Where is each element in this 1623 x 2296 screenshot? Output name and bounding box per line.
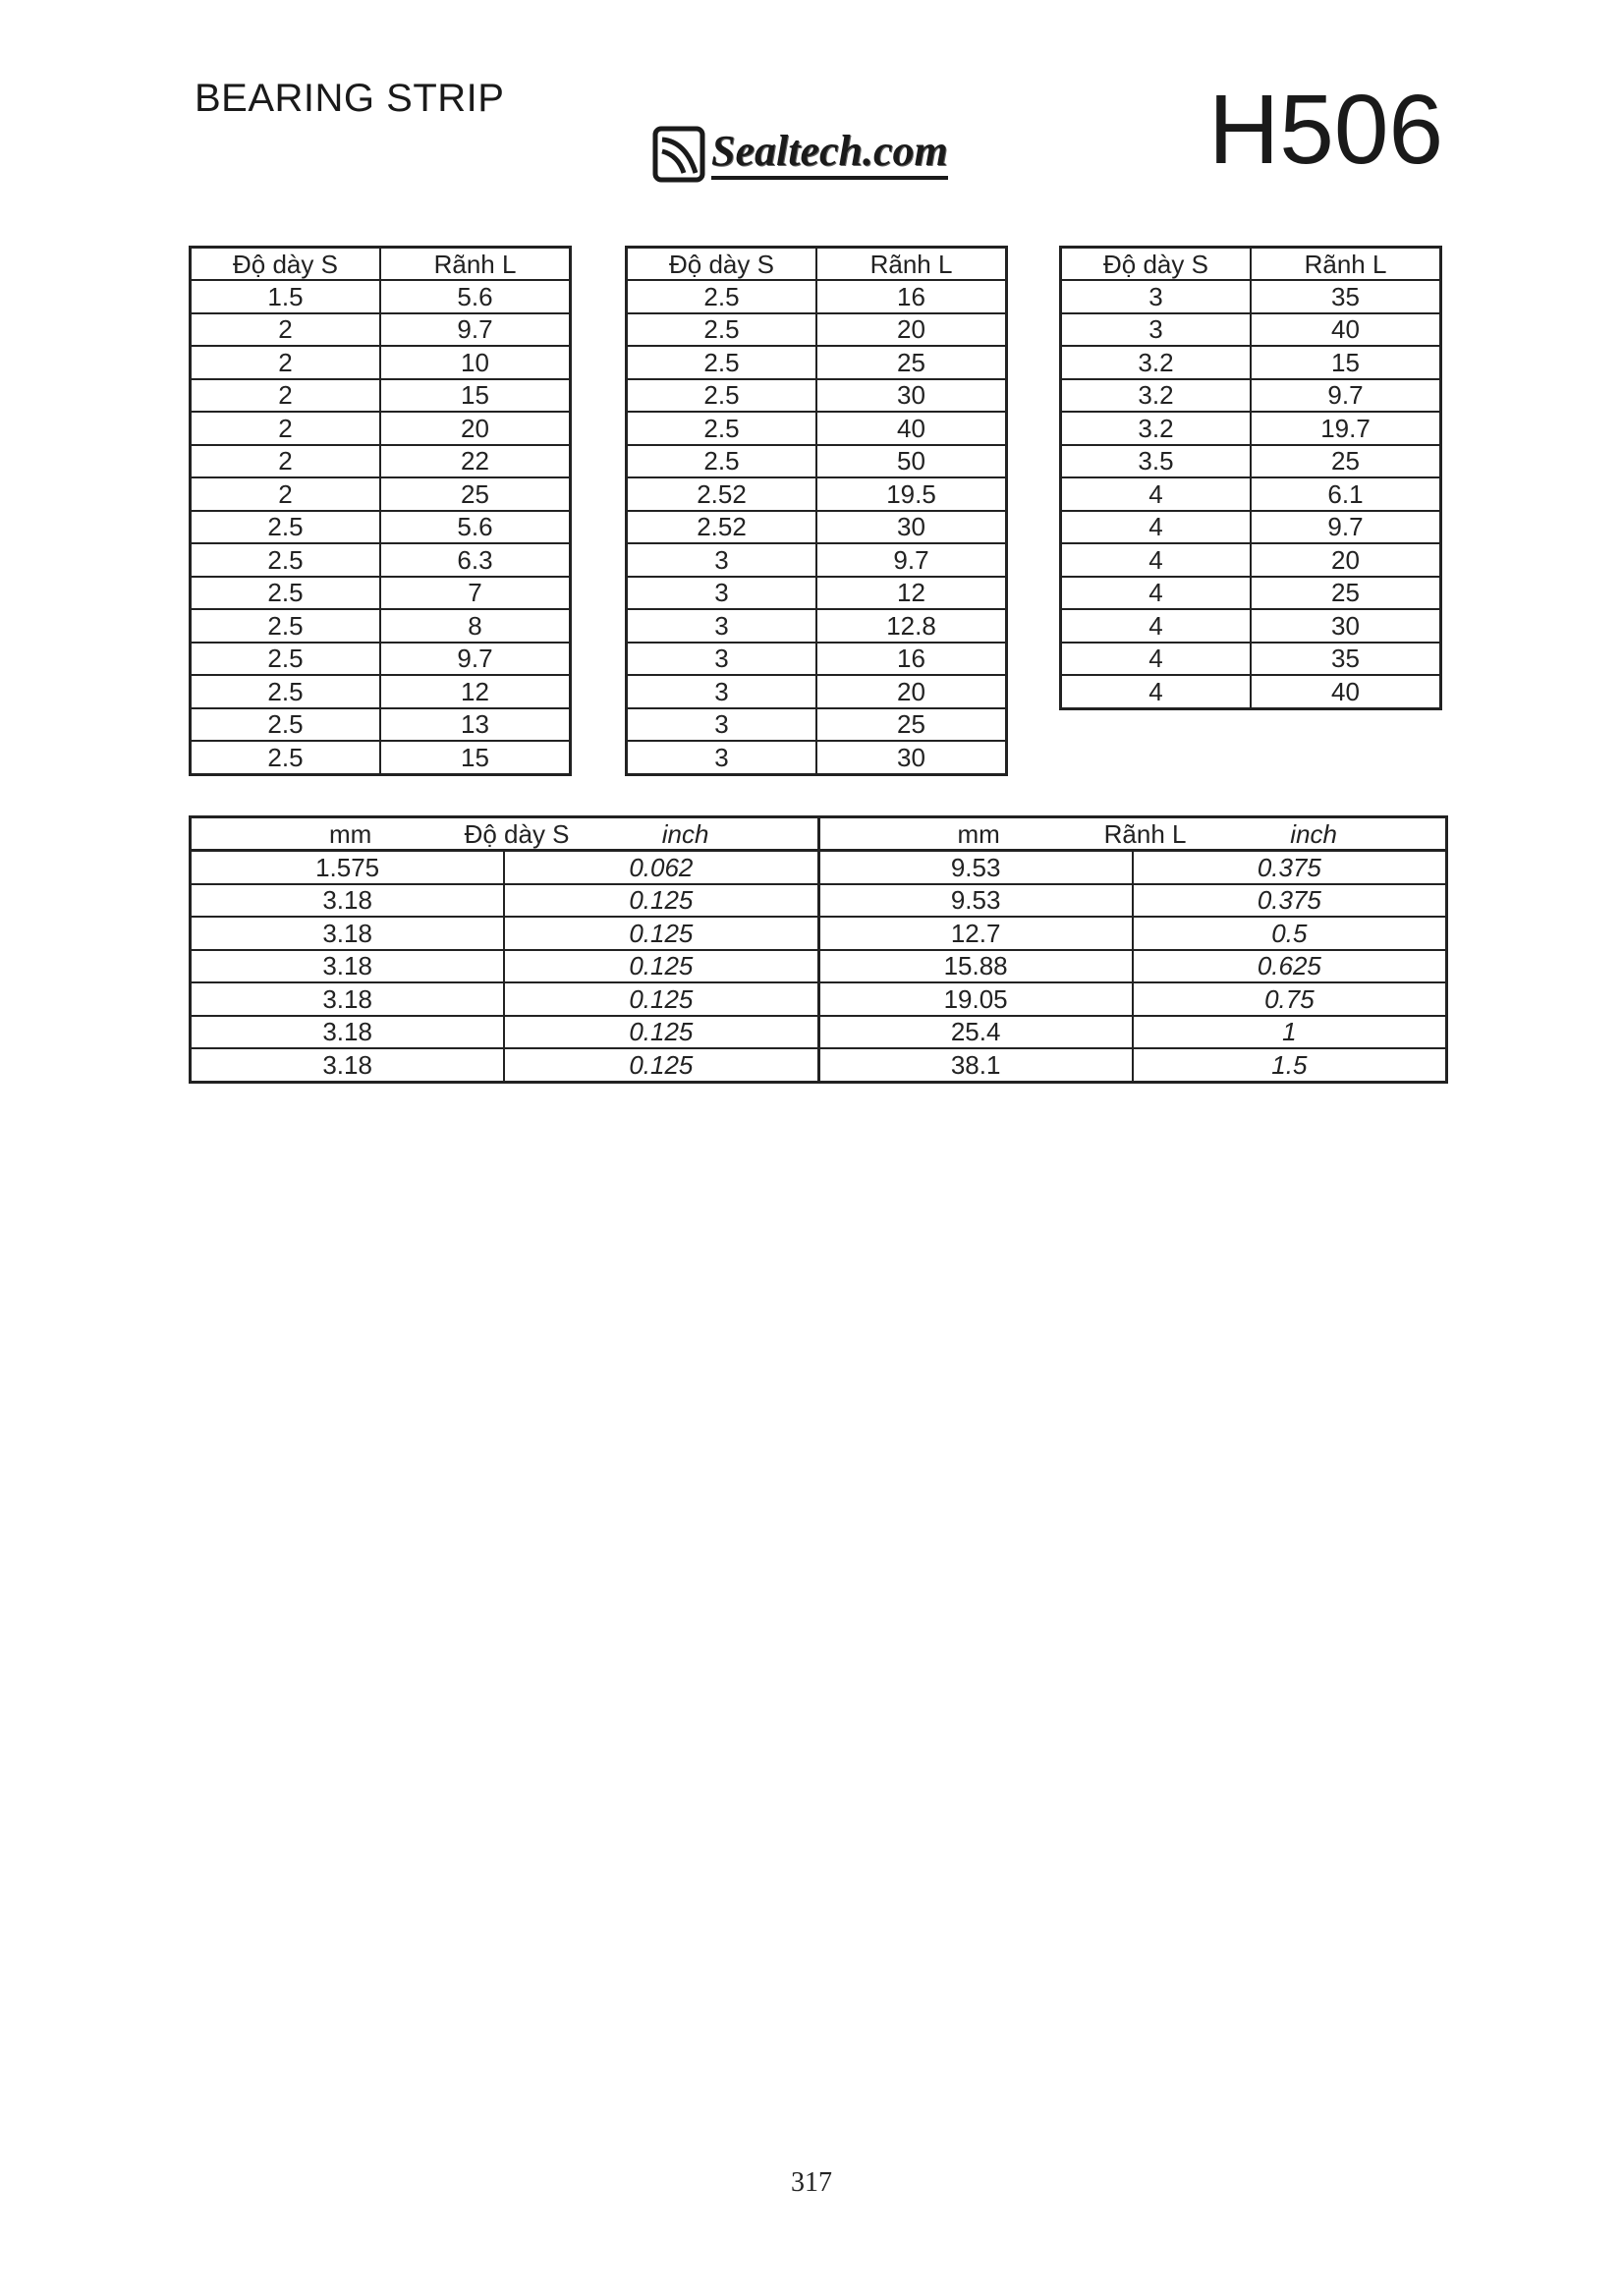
table-row	[191, 543, 571, 577]
thickness-cell: 2.5	[191, 543, 381, 577]
table-row	[627, 379, 1007, 413]
table-row	[1061, 543, 1441, 577]
thickness-mm-cell: 3.18	[191, 950, 505, 983]
table-row	[627, 577, 1007, 610]
groove-cell: 15	[1251, 346, 1441, 379]
thickness-cell: 3.2	[1061, 346, 1252, 379]
groove-cell: 22	[380, 445, 571, 478]
groove-cell: 6.3	[380, 543, 571, 577]
table-row	[191, 577, 571, 610]
table-row	[1061, 280, 1441, 313]
thickness-cell: 3	[627, 741, 817, 774]
table-row	[1061, 511, 1441, 544]
thickness-cell: 2.5	[191, 675, 381, 708]
groove-mm-cell: 9.53	[818, 851, 1133, 884]
groove-cell: 25	[1251, 577, 1441, 610]
groove-cell: 25	[1251, 445, 1441, 478]
groove-cell: 25	[816, 346, 1007, 379]
size-table-2	[625, 246, 1008, 776]
logo-text: Sealtech.com	[711, 129, 948, 180]
thickness-cell: 2.5	[627, 379, 817, 413]
groove-cell: 9.7	[380, 643, 571, 676]
table-row	[191, 675, 571, 708]
table-row	[191, 412, 571, 445]
thickness-mm-cell: 3.18	[191, 917, 505, 950]
thickness-inch-cell: 0.062	[504, 851, 818, 884]
page-number: 317	[791, 2167, 832, 2198]
table-header-row	[627, 248, 1007, 281]
groove-header: Rãnh L	[380, 248, 571, 281]
table-row	[191, 313, 571, 347]
thickness-cell: 3	[627, 675, 817, 708]
table-row	[191, 1048, 1447, 1082]
groove-mm-cell: 15.88	[818, 950, 1133, 983]
groove-inch-cell: 1.5	[1133, 1048, 1447, 1082]
groove-mm-label: mm	[957, 818, 1000, 849]
groove-inch-cell: 0.625	[1133, 950, 1447, 983]
thickness-cell: 2.52	[627, 511, 817, 544]
groove-cell: 35	[1251, 280, 1441, 313]
table-row	[627, 708, 1007, 742]
table-row	[627, 412, 1007, 445]
table-row	[191, 346, 571, 379]
groove-inch-cell: 0.5	[1133, 917, 1447, 950]
groove-cell: 12	[816, 577, 1007, 610]
table-row	[191, 511, 571, 544]
thickness-cell: 3	[1061, 313, 1252, 347]
thickness-mm-cell: 3.18	[191, 884, 505, 918]
groove-cell: 19.7	[1251, 412, 1441, 445]
thickness-cell: 2	[191, 313, 381, 347]
groove-cell: 50	[816, 445, 1007, 478]
table-row	[627, 313, 1007, 347]
thickness-cell: 2.5	[191, 643, 381, 676]
thickness-inch-cell: 0.125	[504, 917, 818, 950]
groove-cell: 20	[816, 313, 1007, 347]
thickness-cell: 3.5	[1061, 445, 1252, 478]
size-table-3	[1059, 246, 1442, 710]
thickness-cell: 2.5	[191, 708, 381, 742]
groove-cell: 40	[1251, 675, 1441, 708]
thickness-cell: 3	[1061, 280, 1252, 313]
groove-header: Rãnh L	[816, 248, 1007, 281]
groove-header: Rãnh L	[1251, 248, 1441, 281]
table-row	[1061, 313, 1441, 347]
groove-mm-cell: 9.53	[818, 884, 1133, 918]
groove-mm-cell: 12.7	[818, 917, 1133, 950]
product-code: H506	[1208, 75, 1444, 185]
thickness-cell: 4	[1061, 643, 1252, 676]
groove-cell: 30	[816, 741, 1007, 774]
thickness-cell: 4	[1061, 477, 1252, 511]
table-row	[627, 511, 1007, 544]
sealtech-logo-icon	[652, 126, 705, 183]
groove-cell: 10	[380, 346, 571, 379]
groove-cell: 9.7	[1251, 379, 1441, 413]
table-row	[191, 609, 571, 643]
groove-cell: 20	[816, 675, 1007, 708]
thickness-mm-label: mm	[329, 818, 372, 849]
thickness-header: Độ dày S	[191, 248, 381, 281]
thickness-cell: 2	[191, 346, 381, 379]
groove-inch-cell: 0.375	[1133, 851, 1447, 884]
table-row	[191, 982, 1447, 1016]
groove-cell: 25	[816, 708, 1007, 742]
groove-cell: 16	[816, 280, 1007, 313]
thickness-conversion-header	[191, 817, 819, 851]
table-row	[191, 379, 571, 413]
groove-cell: 12	[380, 675, 571, 708]
table-row	[1061, 445, 1441, 478]
groove-cell: 40	[816, 412, 1007, 445]
groove-cell: 16	[816, 643, 1007, 676]
groove-mm-cell: 38.1	[818, 1048, 1133, 1082]
groove-cell: 9.7	[1251, 511, 1441, 544]
thickness-mm-cell: 3.18	[191, 1048, 505, 1082]
groove-cell: 40	[1251, 313, 1441, 347]
groove-cell: 5.6	[380, 280, 571, 313]
thickness-cell: 2	[191, 477, 381, 511]
table-row	[1061, 379, 1441, 413]
thickness-mm-cell: 3.18	[191, 1016, 505, 1049]
groove-inch-cell: 1	[1133, 1016, 1447, 1049]
thickness-header: Độ dày S	[1061, 248, 1252, 281]
thickness-cell: 2.5	[627, 412, 817, 445]
groove-cell: 7	[380, 577, 571, 610]
table-row	[191, 741, 571, 774]
table-row	[627, 477, 1007, 511]
thickness-cell: 3	[627, 609, 817, 643]
table-row	[627, 675, 1007, 708]
groove-cell: 15	[380, 741, 571, 774]
thickness-cell: 4	[1061, 609, 1252, 643]
thickness-cell: 3	[627, 708, 817, 742]
table-row	[1061, 346, 1441, 379]
thickness-cell: 2.5	[191, 577, 381, 610]
groove-label: Rãnh L	[1103, 818, 1187, 849]
thickness-inch-cell: 0.125	[504, 1016, 818, 1049]
table-row	[191, 917, 1447, 950]
thickness-cell: 4	[1061, 577, 1252, 610]
thickness-cell: 4	[1061, 675, 1252, 708]
table-row	[627, 346, 1007, 379]
table-row	[1061, 643, 1441, 676]
size-table-body	[1061, 280, 1441, 708]
thickness-cell: 2.5	[627, 280, 817, 313]
thickness-inch-cell: 0.125	[504, 982, 818, 1016]
groove-cell: 30	[816, 379, 1007, 413]
table-header-row	[191, 248, 571, 281]
table-row	[1061, 477, 1441, 511]
table-row	[1061, 412, 1441, 445]
conversion-table	[189, 815, 1448, 1084]
thickness-cell: 2.52	[627, 477, 817, 511]
table-row	[627, 445, 1007, 478]
groove-cell: 20	[1251, 543, 1441, 577]
thickness-cell: 2.5	[627, 445, 817, 478]
groove-cell: 13	[380, 708, 571, 742]
table-row	[191, 280, 571, 313]
size-table-body	[191, 280, 571, 774]
table-row	[191, 445, 571, 478]
thickness-mm-cell: 1.575	[191, 851, 505, 884]
thickness-header: Độ dày S	[627, 248, 817, 281]
thickness-cell: 4	[1061, 511, 1252, 544]
table-row	[627, 543, 1007, 577]
thickness-cell: 2.5	[627, 346, 817, 379]
groove-cell: 25	[380, 477, 571, 511]
groove-mm-cell: 19.05	[818, 982, 1133, 1016]
table-header-row	[1061, 248, 1441, 281]
groove-mm-cell: 25.4	[818, 1016, 1133, 1049]
table-row	[627, 609, 1007, 643]
table-row	[627, 741, 1007, 774]
thickness-inch-cell: 0.125	[504, 1048, 818, 1082]
thickness-inch-label: inch	[661, 818, 709, 849]
table-row	[191, 950, 1447, 983]
conversion-header-row	[191, 817, 1447, 851]
thickness-cell: 2	[191, 445, 381, 478]
thickness-inch-cell: 0.125	[504, 884, 818, 918]
groove-cell: 9.7	[816, 543, 1007, 577]
size-table-1	[189, 246, 572, 776]
groove-cell: 12.8	[816, 609, 1007, 643]
groove-inch-cell: 0.375	[1133, 884, 1447, 918]
groove-cell: 20	[380, 412, 571, 445]
table-row	[191, 884, 1447, 918]
thickness-cell: 3	[627, 577, 817, 610]
thickness-cell: 3	[627, 543, 817, 577]
sealtech-logo	[652, 126, 948, 183]
groove-inch-label: inch	[1290, 818, 1337, 849]
table-row	[627, 643, 1007, 676]
thickness-cell: 4	[1061, 543, 1252, 577]
groove-cell: 5.6	[380, 511, 571, 544]
thickness-cell: 3	[627, 643, 817, 676]
table-row	[191, 1016, 1447, 1049]
groove-cell: 15	[380, 379, 571, 413]
table-row	[191, 708, 571, 742]
thickness-cell: 2.5	[191, 511, 381, 544]
groove-cell: 9.7	[380, 313, 571, 347]
thickness-cell: 1.5	[191, 280, 381, 313]
thickness-label: Độ dày S	[464, 818, 570, 849]
table-row	[191, 851, 1447, 884]
thickness-mm-cell: 3.18	[191, 982, 505, 1016]
conversion-table-body	[191, 851, 1447, 1083]
groove-cell: 6.1	[1251, 477, 1441, 511]
table-row	[1061, 675, 1441, 708]
thickness-cell: 2	[191, 412, 381, 445]
groove-cell: 19.5	[816, 477, 1007, 511]
thickness-cell: 3.2	[1061, 379, 1252, 413]
thickness-inch-cell: 0.125	[504, 950, 818, 983]
groove-cell: 30	[1251, 609, 1441, 643]
groove-cell: 8	[380, 609, 571, 643]
table-row	[1061, 609, 1441, 643]
thickness-cell: 2.5	[191, 609, 381, 643]
groove-cell: 30	[816, 511, 1007, 544]
table-row	[191, 477, 571, 511]
table-row	[1061, 577, 1441, 610]
thickness-cell: 2.5	[627, 313, 817, 347]
groove-inch-cell: 0.75	[1133, 982, 1447, 1016]
thickness-cell: 2.5	[191, 741, 381, 774]
thickness-cell: 3.2	[1061, 412, 1252, 445]
size-table-body	[627, 280, 1007, 774]
document-title: BEARING STRIP	[195, 77, 505, 120]
table-row	[627, 280, 1007, 313]
groove-conversion-header	[818, 817, 1447, 851]
table-row	[191, 643, 571, 676]
thickness-cell: 2	[191, 379, 381, 413]
groove-cell: 35	[1251, 643, 1441, 676]
